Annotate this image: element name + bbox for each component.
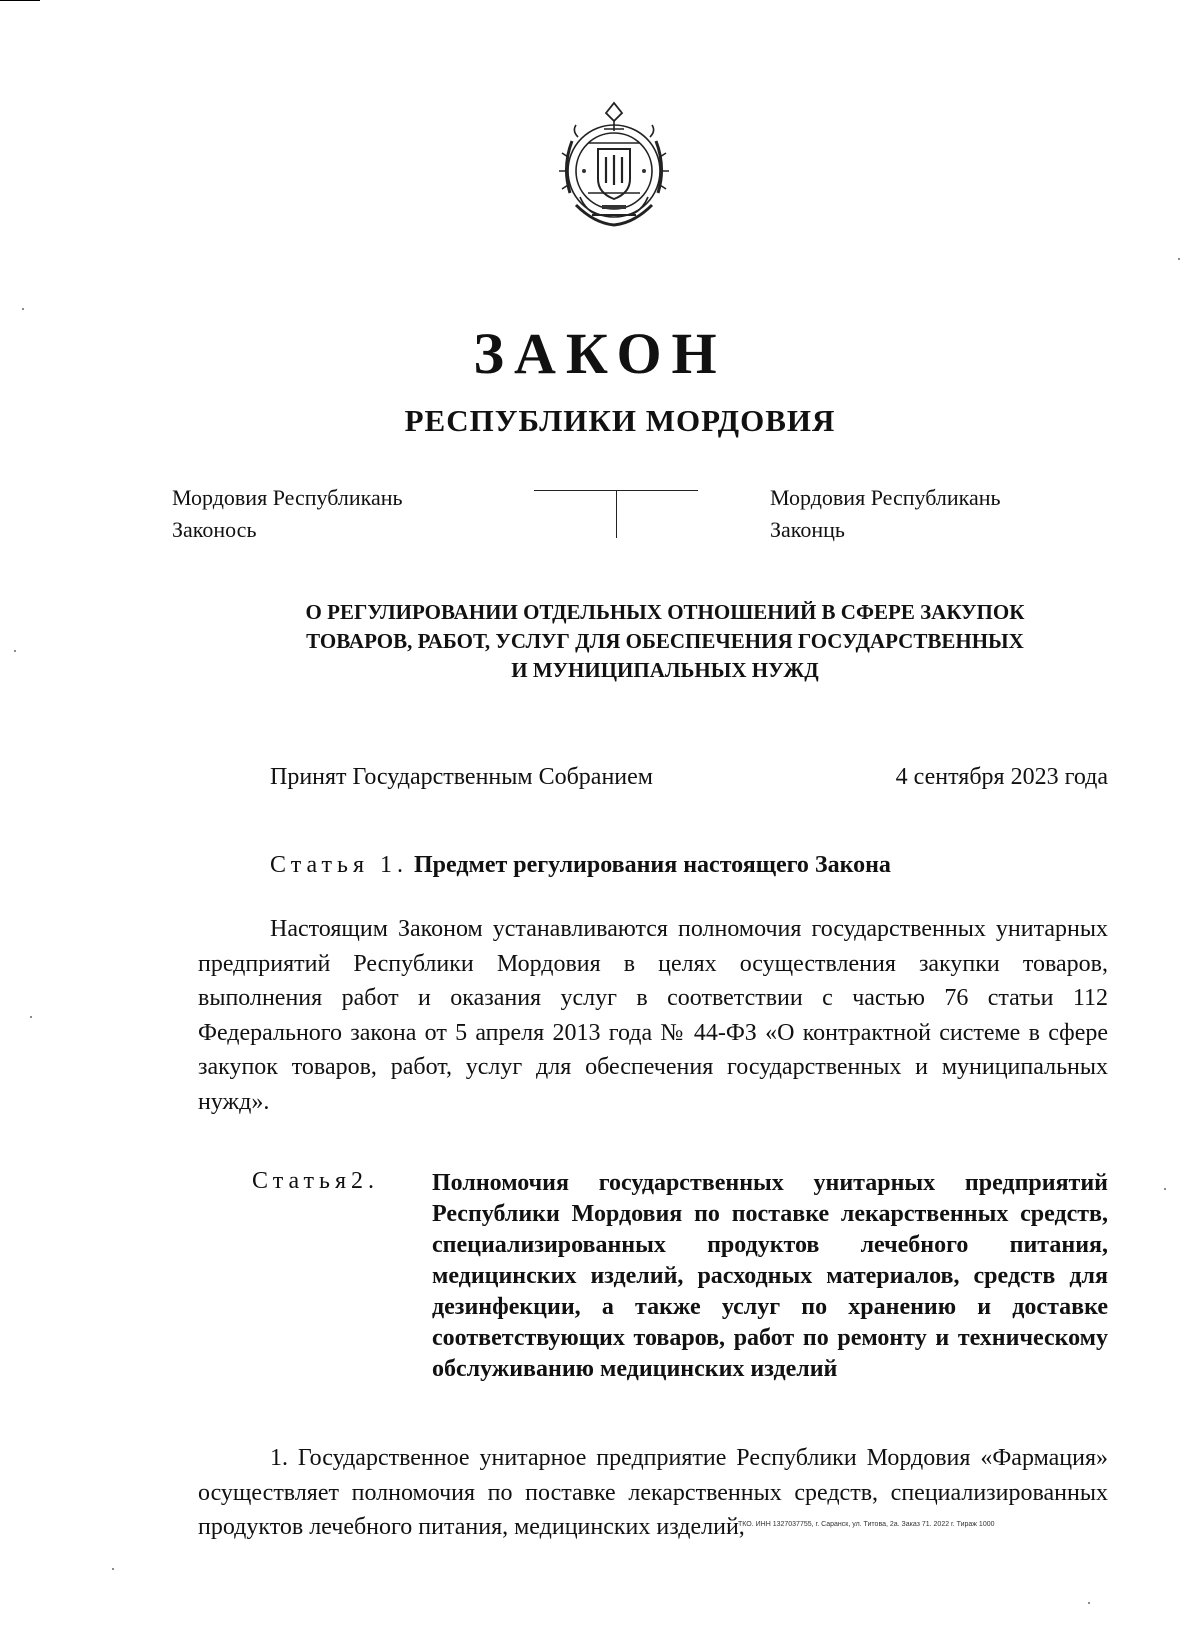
scan-speck xyxy=(1164,1188,1166,1190)
adoption-date: 4 сентября 2023 года xyxy=(895,764,1108,790)
erzya-heading-line2: Законць xyxy=(770,517,845,542)
erzya-heading-line1: Мордовия Республикань xyxy=(770,485,1001,510)
scan-speck xyxy=(112,1568,114,1570)
erzya-heading xyxy=(770,482,1001,546)
scan-speck xyxy=(1178,258,1180,260)
law-title-line2: ТОВАРОВ, РАБОТ, УСЛУГ ДЛЯ ОБЕСПЕЧЕНИЯ ГОСУДАРСТВЕННЫХ xyxy=(306,629,1024,653)
document-subtitle: РЕСПУБЛИКИ МОРДОВИЯ xyxy=(404,403,836,438)
moksha-heading-line2: Законось xyxy=(172,517,257,542)
law-title-line3: И МУНИЦИПАЛЬНЫХ НУЖД xyxy=(511,658,819,682)
article2-label: Статья2. xyxy=(252,1168,379,1194)
document-title: ЗАКОН xyxy=(473,321,727,386)
scan-speck xyxy=(1088,1602,1090,1604)
law-title-line1: О РЕГУЛИРОВАНИИ ОТДЕЛЬНЫХ ОТНОШЕНИЙ В СФЕРЕ ЗАКУПОК xyxy=(305,600,1025,624)
scan-speck xyxy=(14,650,16,652)
scan-mark xyxy=(0,0,40,1)
moksha-heading-line1: Мордовия Республикань xyxy=(172,485,403,510)
article2-paragraph1: 1. Государственное унитарное предприятие Республики Мордовия «Фармация» осуществляет полномочия по поставке лекарственных средств, специализированных продуктов лечебного питания, медицинских изделий, xyxy=(198,1445,1108,1540)
print-info-footer: ТКО. ИНН 1327037755, г. Саранск, ул. Титова, 2а. Заказ 71. 2022 г. Тираж 1000 xyxy=(738,1521,995,1528)
divider-vertical xyxy=(616,490,617,538)
article1-heading xyxy=(270,852,891,879)
scan-speck xyxy=(30,1016,32,1018)
article1-text: Настоящим Законом устанавливаются полномочия государственных унитарных предприятий Республики Мордовия в целях осуществления закупки товаров, выполнения работ и оказания услуг в соответствии с частью 76 статьи 112 Федерального закона от 5 апреля 2013 года № 44-ФЗ «О контрактной системе в сфере закупок товаров, работ, услуг для обеспечения государственных и муниципальных нужд». xyxy=(198,916,1108,1115)
article1-title: Предмет регулирования настоящего Закона xyxy=(413,852,891,878)
scan-speck xyxy=(22,308,24,310)
law-title xyxy=(220,598,1110,685)
article1-label: Статья 1. xyxy=(270,852,408,878)
article2-title: Полномочия государственных унитарных предприятий Республики Мордовия по поставке лекарственных средств, специализированных продуктов лечебного питания, медицинских изделий, расходных материалов, средств для дезинфекции, а также услуг по хранению и доставке соответствующих товаров, работ по ремонту и техническому обслуживанию медицинских изделий xyxy=(432,1170,1108,1382)
coat-of-arms-mordovia-icon xyxy=(548,97,680,237)
adopted-by: Принят Государственным Собранием xyxy=(270,764,653,790)
moksha-heading xyxy=(172,482,403,546)
